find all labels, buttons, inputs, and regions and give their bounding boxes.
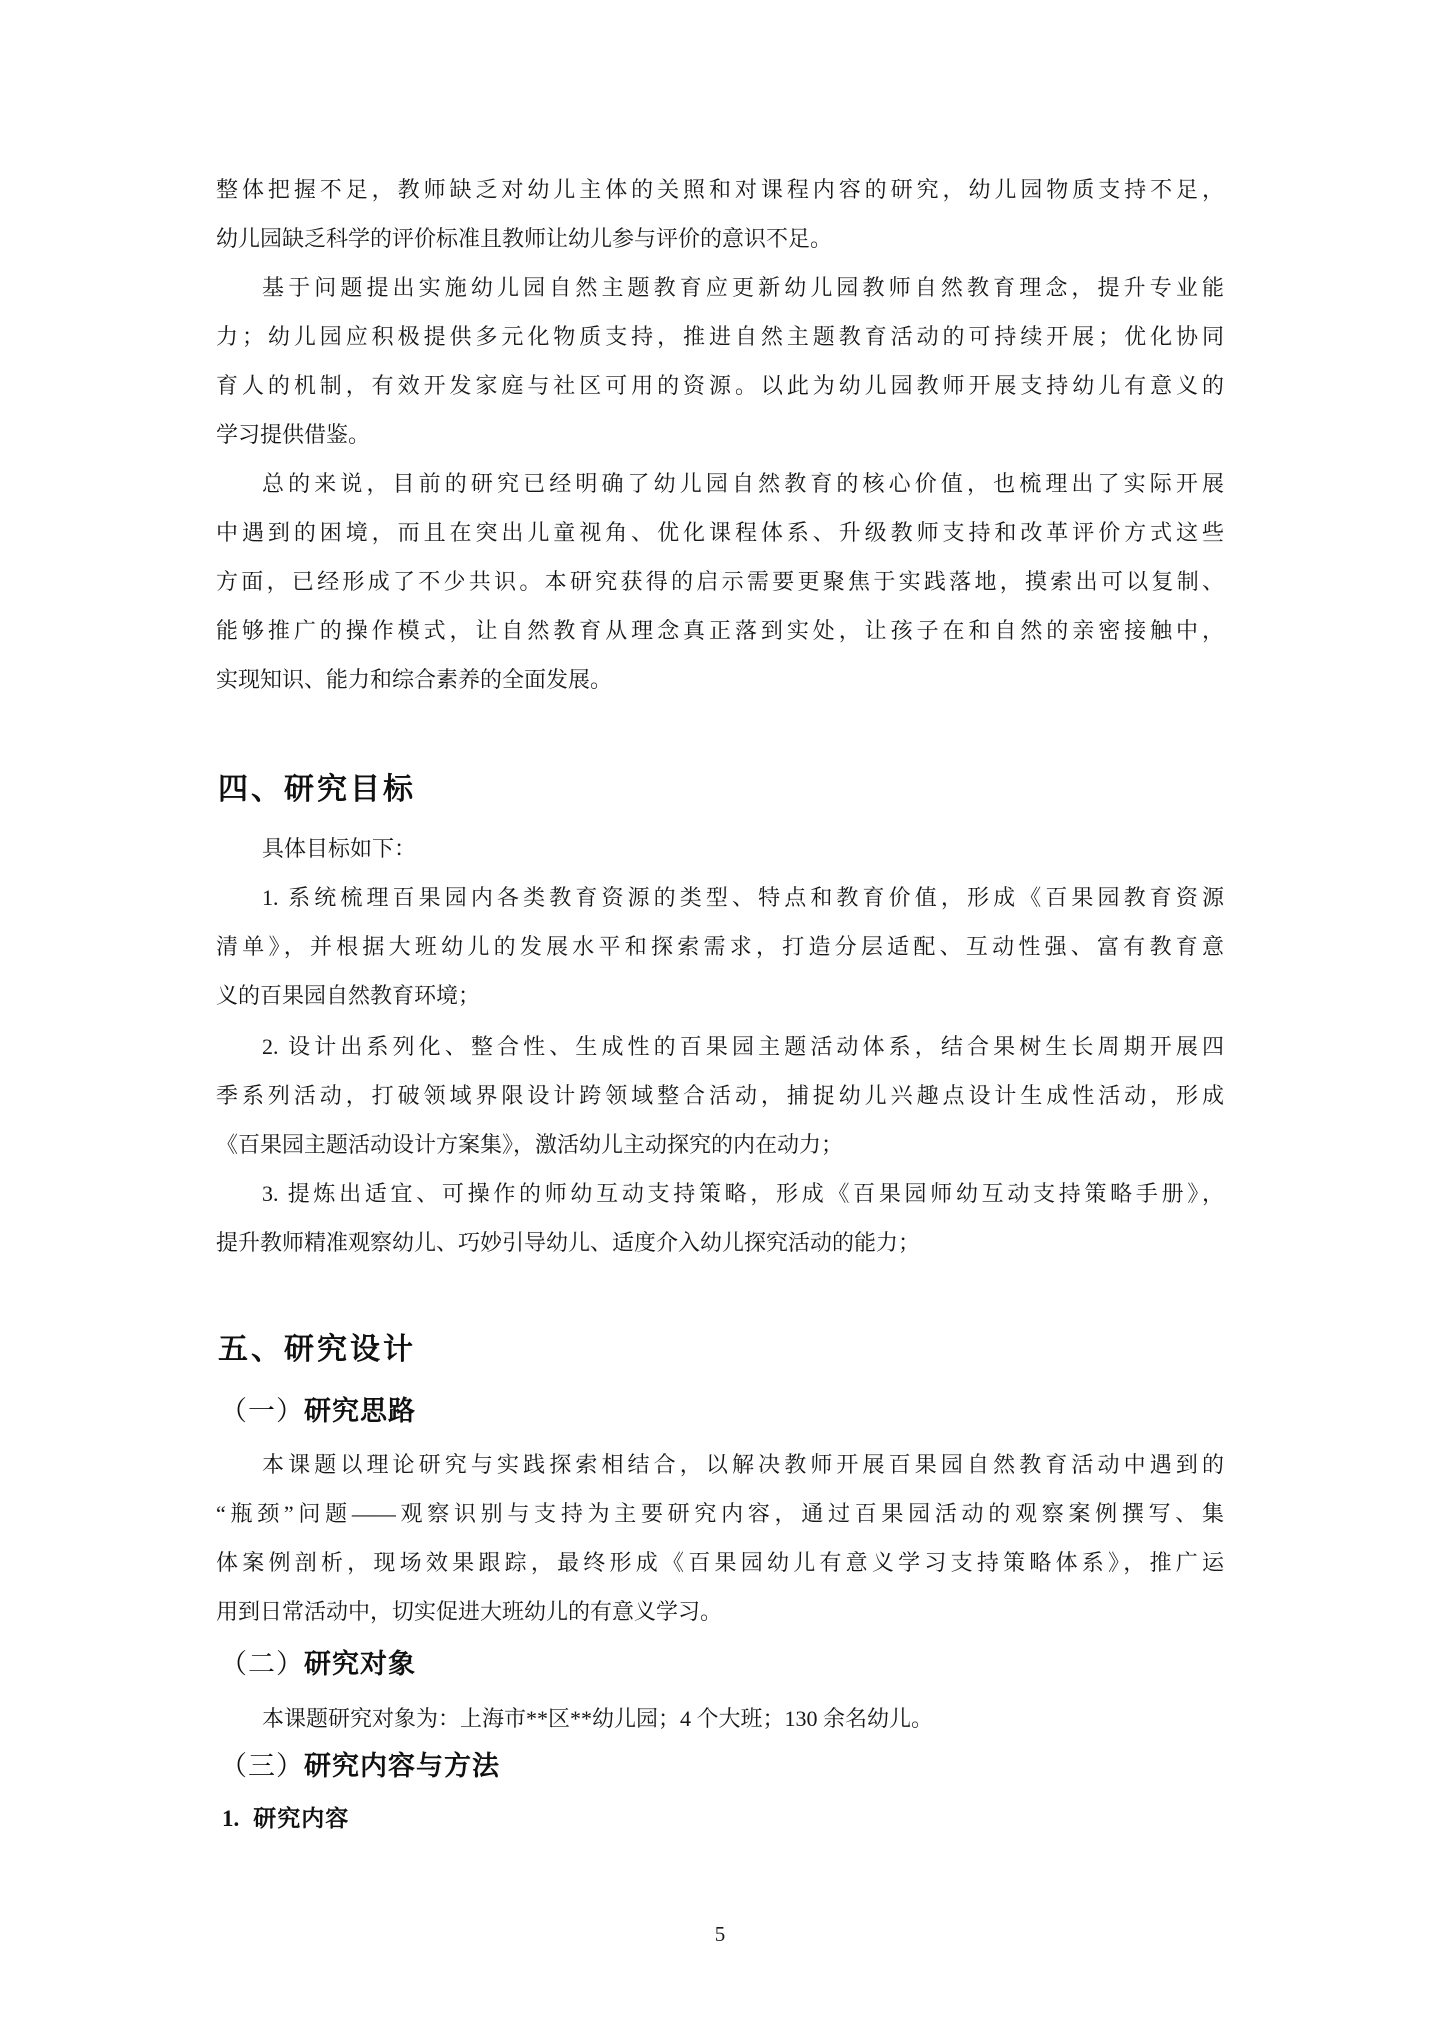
text-line: 具体目标如下： [262,836,417,861]
text-line: 季系列活动，打破领域界限设计跨领域整合活动，捕捉幼儿兴趣点设计生成性活动，形成 [216,1083,1224,1108]
paragraph-proposals [216,263,1224,459]
text-line: 体案例剖析，现场效果跟踪，最终形成《百果园幼儿有意义学习支持策略体系》，推广运 [216,1550,1224,1575]
text-line: 方面，已经形成了不少共识。本研究获得的启示需要更聚焦于实践落地，摸索出可以复制、 [216,569,1224,594]
paragraph-goal-3 [216,1169,1224,1267]
paragraph-goal-2 [216,1022,1224,1169]
subheading-title: 研究对象 [304,1649,416,1679]
subheading-research-subjects [220,1646,416,1682]
subheading-number: （三） [220,1751,304,1781]
paragraph-problems [216,165,1224,263]
paragraph-goal-1 [216,873,1224,1020]
text-line: 幼儿园缺乏科学的评价标准且教师让幼儿参与评价的意识不足。 [216,226,833,251]
subheading-number: 1. [222,1806,240,1831]
subheading-research-approach [220,1393,416,1429]
text-line: 3. 提炼出适宜、可操作的师幼互动支持策略，形成《百果园师幼互动支持策略手册》， [262,1181,1224,1206]
text-line: 用到日常活动中，切实促进大班幼儿的有意义学习。 [216,1599,723,1624]
text-line: 本课题以理论研究与实践探索相结合，以解决教师开展百果园自然教育活动中遇到的 [262,1452,1224,1477]
subheading-title: 研究内容 [253,1805,350,1831]
subheading-number: （一） [220,1396,304,1426]
text-line: 育人的机制，有效开发家庭与社区可用的资源。以此为幼儿园教师开展支持幼儿有意义的 [216,373,1224,398]
text-line: 义的百果园自然教育环境； [216,983,481,1008]
page-number: 5 [714,1922,726,1946]
text-line: 力；幼儿园应积极提供多元化物质支持，推进自然主题教育活动的可持续开展；优化协同 [216,324,1224,349]
subheading-content-methods [220,1748,500,1784]
text-line: 中遇到的困境，而且在突出儿童视角、优化课程体系、升级教师支持和改革评价方式这些 [216,520,1224,545]
text-line: 清单》，并根据大班幼儿的发展水平和探索需求，打造分层适配、互动性强、富有教育意 [216,934,1224,959]
text-line: 能够推广的操作模式，让自然教育从理念真正落到实处，让孩子在和自然的亲密接触中， [216,618,1224,643]
text-line: 1. 系统梳理百果园内各类教育资源的类型、特点和教育价值，形成《百果园教育资源 [262,885,1224,910]
section-heading-research-goals: 四、研究目标 [218,773,416,806]
subheading-title: 研究内容与方法 [304,1751,500,1781]
text-line: 提升教师精准观察幼儿、巧妙引导幼儿、适度介入幼儿探究活动的能力； [216,1230,921,1255]
text-line: 2. 设计出系列化、整合性、生成性的百果园主题活动体系，结合果树生长周期开展四 [262,1034,1224,1059]
subheading-title: 研究思路 [304,1396,416,1426]
text-line: 整体把握不足，教师缺乏对幼儿主体的关照和对课程内容的研究，幼儿园物质支持不足， [216,177,1224,202]
text-line: 实现知识、能力和综合素养的全面发展。 [216,667,613,692]
text-line: 《百果园主题活动设计方案集》，激活幼儿主动探究的内在动力； [216,1132,844,1157]
paragraph-subjects [216,1694,1224,1743]
text-line: 总的来说，目前的研究已经明确了幼儿园自然教育的核心价值，也梳理出了实际开展 [262,471,1224,496]
text-line: “瓶颈”问题——观察识别与支持为主要研究内容，通过百果园活动的观察案例撰写、集 [216,1501,1224,1526]
paragraph-approach [216,1440,1224,1636]
section-heading-research-design: 五、研究设计 [218,1333,416,1366]
text-line: 基于问题提出实施幼儿园自然主题教育应更新幼儿园教师自然教育理念，提升专业能 [262,275,1224,300]
subheading-number: （二） [220,1649,304,1679]
paragraph-goals-intro [216,824,1224,873]
subheading-research-content [222,1802,349,1835]
paragraph-summary [216,459,1224,704]
text-line: 本课题研究对象为：上海市**区**幼儿园；4 个大班；130 余名幼儿。 [262,1706,934,1731]
text-line: 学习提供借鉴。 [216,422,371,447]
